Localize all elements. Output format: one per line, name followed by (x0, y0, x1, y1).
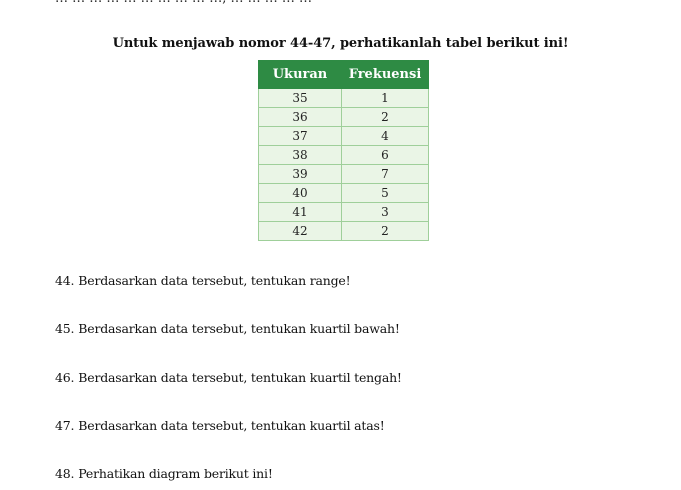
question-number: 45. (55, 321, 75, 336)
cell-ukuran: 39 (259, 165, 342, 184)
cell-ukuran: 35 (259, 89, 342, 108)
frequency-table (258, 60, 429, 241)
question-text: Berdasarkan data tersebut, tentukan kuartil atas! (78, 418, 385, 433)
table-header-row (259, 61, 429, 89)
table-row (259, 165, 429, 184)
table-row (259, 184, 429, 203)
table-row (259, 89, 429, 108)
cell-ukuran: 38 (259, 146, 342, 165)
cell-frekuensi: 2 (341, 108, 428, 127)
question-text: Berdasarkan data tersebut, tentukan kuartil bawah! (78, 321, 400, 336)
question-text: Berdasarkan data tersebut, tentukan kuartil tengah! (78, 370, 402, 385)
header-frekuensi: Frekuensi (341, 61, 428, 89)
table-row (259, 127, 429, 146)
cell-frekuensi: 5 (341, 184, 428, 203)
question-text: Perhatikan diagram berikut ini! (78, 466, 273, 481)
question-44 (55, 273, 350, 288)
question-46 (55, 370, 402, 385)
question-text: Berdasarkan data tersebut, tentukan range! (78, 273, 351, 288)
cell-frekuensi: 7 (341, 165, 428, 184)
header-ukuran: Ukuran (259, 61, 342, 89)
cell-frekuensi: 6 (341, 146, 428, 165)
question-number: 47. (55, 418, 75, 433)
cut-off-previous-line (55, 0, 312, 6)
question-number: 48. (55, 466, 75, 481)
question-48 (55, 466, 273, 481)
question-number: 46. (55, 370, 75, 385)
question-47 (55, 418, 385, 433)
question-number: 44. (55, 273, 75, 288)
question-45 (55, 321, 400, 336)
cell-frekuensi: 1 (341, 89, 428, 108)
table-row (259, 146, 429, 165)
cell-frekuensi: 3 (341, 203, 428, 222)
table-row (259, 203, 429, 222)
section-heading: Untuk menjawab nomor 44-47, perhatikanlah tabel berikut ini! (112, 36, 569, 51)
cell-ukuran: 40 (259, 184, 342, 203)
table-row (259, 222, 429, 241)
cell-frekuensi: 2 (341, 222, 428, 241)
cell-ukuran: 37 (259, 127, 342, 146)
cell-ukuran: 36 (259, 108, 342, 127)
cell-frekuensi: 4 (341, 127, 428, 146)
table-row (259, 108, 429, 127)
cell-ukuran: 41 (259, 203, 342, 222)
cell-ukuran: 42 (259, 222, 342, 241)
